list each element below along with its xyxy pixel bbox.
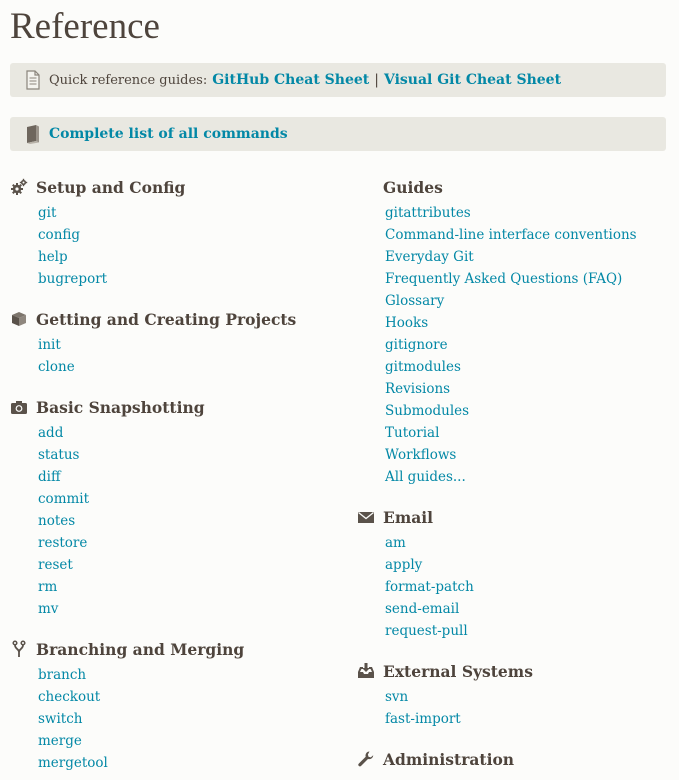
cmd-link-request-pull[interactable]: request-pull	[385, 623, 468, 639]
cmd-link-am[interactable]: am	[385, 535, 406, 551]
link-list	[10, 422, 340, 620]
section-heading	[10, 634, 340, 664]
guide-link-cli-conventions[interactable]: Command-line interface conventions	[385, 227, 637, 243]
left-column	[10, 172, 340, 774]
guide-link-tutorial[interactable]: Tutorial	[385, 425, 440, 441]
cmd-link-switch[interactable]: switch	[38, 711, 83, 727]
cmd-link-restore[interactable]: restore	[38, 535, 88, 551]
section-title: Basic Snapshotting	[36, 397, 205, 417]
gears-icon	[10, 178, 28, 196]
cmd-link-add[interactable]: add	[38, 425, 64, 441]
cmd-link-svn[interactable]: svn	[385, 689, 409, 705]
section-heading	[357, 502, 667, 532]
all-commands-link[interactable]: Complete list of all commands	[49, 126, 288, 142]
section-branching-and-merging	[10, 634, 340, 774]
section-title: Administration	[383, 749, 515, 769]
page-title: Reference	[10, 6, 160, 47]
cmd-link-checkout[interactable]: checkout	[38, 689, 101, 705]
link-list	[10, 664, 340, 774]
section-administration	[357, 744, 667, 774]
guide-link-gitattributes[interactable]: gitattributes	[385, 205, 471, 221]
section-title: Email	[383, 507, 434, 527]
cmd-link-clone[interactable]: clone	[38, 359, 75, 375]
cmd-link-help[interactable]: help	[38, 249, 68, 265]
fork-icon	[10, 640, 28, 658]
section-basic-snapshotting	[10, 392, 340, 620]
section-heading	[10, 392, 340, 422]
guide-link-gitmodules[interactable]: gitmodules	[385, 359, 461, 375]
section-title: Setup and Config	[36, 177, 186, 197]
wrench-icon	[357, 750, 375, 768]
section-title: Getting and Creating Projects	[36, 309, 297, 329]
link-list	[357, 532, 667, 642]
guide-link-everyday-git[interactable]: Everyday Git	[385, 249, 474, 265]
cmd-link-fast-import[interactable]: fast-import	[385, 711, 461, 727]
link-list	[10, 202, 340, 290]
section-heading	[357, 744, 667, 774]
cmd-link-git[interactable]: git	[38, 205, 57, 221]
section-title: External Systems	[383, 661, 533, 681]
inbox-download-icon	[357, 662, 375, 680]
section-guides	[357, 172, 667, 488]
section-heading	[357, 656, 667, 686]
cmd-link-branch[interactable]: branch	[38, 667, 87, 683]
section-setup-and-config	[10, 172, 340, 290]
guide-link-all-guides[interactable]: All guides...	[385, 469, 466, 485]
section-heading	[10, 172, 340, 202]
section-email	[357, 502, 667, 642]
quick-reference-label: Quick reference guides:	[49, 72, 208, 88]
book-icon	[24, 124, 42, 144]
guide-link-revisions[interactable]: Revisions	[385, 381, 451, 397]
link-list	[10, 334, 340, 378]
cmd-link-reset[interactable]: reset	[38, 557, 73, 573]
right-column	[357, 172, 667, 774]
cmd-link-merge[interactable]: merge	[38, 733, 82, 749]
all-commands-callout	[10, 117, 666, 151]
cmd-link-notes[interactable]: notes	[38, 513, 76, 529]
guide-link-submodules[interactable]: Submodules	[385, 403, 470, 419]
cmd-link-apply[interactable]: apply	[385, 557, 423, 573]
link-separator: |	[374, 72, 379, 88]
box-icon	[10, 310, 28, 328]
cmd-link-format-patch[interactable]: format-patch	[385, 579, 474, 595]
guide-link-gitignore[interactable]: gitignore	[385, 337, 448, 353]
cmd-link-config[interactable]: config	[38, 227, 81, 243]
visual-git-cheat-sheet-link[interactable]: Visual Git Cheat Sheet	[383, 72, 562, 88]
guide-link-glossary[interactable]: Glossary	[385, 293, 445, 309]
guide-link-workflows[interactable]: Workflows	[385, 447, 457, 463]
guide-link-faq[interactable]: Frequently Asked Questions (FAQ)	[385, 271, 623, 287]
cmd-link-rm[interactable]: rm	[38, 579, 58, 595]
section-external-systems	[357, 656, 667, 730]
section-title: Guides	[383, 177, 443, 197]
cmd-link-mergetool[interactable]: mergetool	[38, 755, 108, 771]
cmd-link-diff[interactable]: diff	[38, 469, 61, 485]
section-title: Branching and Merging	[36, 639, 245, 659]
camera-icon	[10, 398, 28, 416]
envelope-icon	[357, 508, 375, 526]
document-icon	[24, 70, 42, 90]
cmd-link-send-email[interactable]: send-email	[385, 601, 460, 617]
quick-reference-callout	[10, 63, 666, 97]
section-getting-and-creating-projects	[10, 304, 340, 378]
section-heading	[10, 304, 340, 334]
cmd-link-status[interactable]: status	[38, 447, 80, 463]
github-cheat-sheet-link[interactable]: GitHub Cheat Sheet	[212, 72, 370, 88]
cmd-link-bugreport[interactable]: bugreport	[38, 271, 108, 287]
guide-link-hooks[interactable]: Hooks	[385, 315, 429, 331]
cmd-link-mv[interactable]: mv	[38, 601, 59, 617]
cmd-link-commit[interactable]: commit	[38, 491, 90, 507]
link-list	[357, 202, 667, 488]
section-heading	[357, 172, 667, 202]
cmd-link-init[interactable]: init	[38, 337, 61, 353]
link-list	[357, 686, 667, 730]
